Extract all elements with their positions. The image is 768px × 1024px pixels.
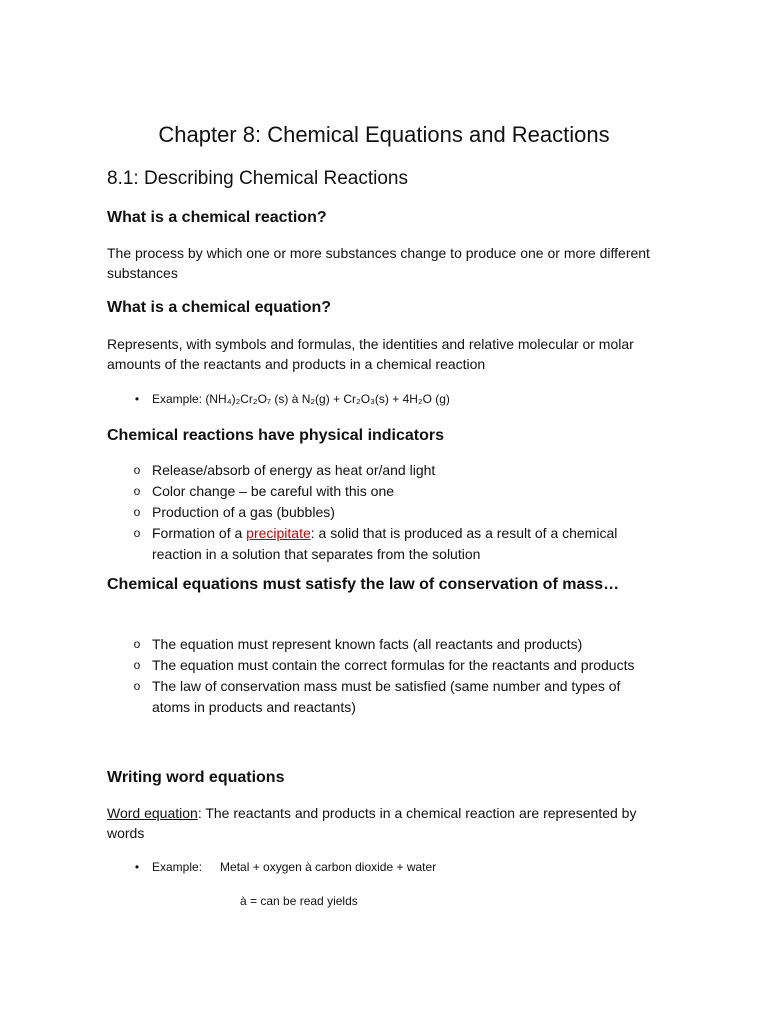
section-heading: 8.1: Describing Chemical Reactions: [107, 168, 408, 189]
list-item: [130, 523, 660, 565]
list-item: [130, 857, 660, 878]
list-item: [130, 502, 660, 523]
bullet-disc-icon: •: [134, 392, 140, 406]
bullet-disc-icon: •: [134, 860, 140, 874]
heading-chemical-reaction: What is a chemical reaction?: [107, 209, 327, 226]
definition-chemical-reaction: The process by which one or more substances change to produce one or more different substances: [107, 245, 650, 281]
bullet-circle-icon: o: [133, 484, 141, 498]
heading-chemical-equation: What is a chemical equation?: [107, 299, 332, 316]
example-label: Example:: [152, 392, 203, 406]
indicators-list: [130, 460, 660, 565]
bullet-circle-icon: o: [133, 658, 141, 672]
list-item: [130, 634, 660, 655]
list-item-text: The equation must contain the correct formulas for the reactants and products: [152, 657, 635, 673]
list-item-text: Release/absorb of energy as heat or/and light: [152, 462, 436, 478]
word-equation-definition: : The reactants and products in a chemical reaction are represented by words: [107, 805, 637, 841]
list-item-text: : a solid that is produced as a result of a chemical reaction in a solution that separates from the solution: [152, 525, 618, 562]
list-item: [130, 389, 660, 410]
heading-word-equations: Writing word equations: [107, 769, 285, 786]
list-item-text: Color change – be careful with this one: [152, 483, 395, 499]
definition-chemical-equation: Represents, with symbols and formulas, the identities and relative molecular or molar amounts of the reactants and products in a chemical reaction: [107, 336, 634, 372]
bullet-circle-icon: o: [133, 463, 141, 477]
yields-note: à = can be read yields: [240, 894, 358, 908]
list-item: [130, 460, 660, 481]
example-equation: (NH₄)₂Cr₂O₇ (s) à N₂(g) + Cr₂O₃(s) + 4H₂O (g): [205, 392, 450, 406]
bullet-circle-icon: o: [133, 637, 141, 651]
bullet-circle-icon: o: [133, 505, 141, 519]
list-item-text: The law of conservation mass must be satisfied (same number and types of atoms in products and reactants): [152, 678, 621, 715]
list-item: [130, 676, 660, 718]
heading-conservation-of-mass: Chemical equations must satisfy the law of conservation of mass…: [107, 576, 620, 593]
list-item-text: Production of a gas (bubbles): [152, 504, 335, 520]
definition-word-equation: [107, 803, 667, 843]
equation-example-list: [130, 389, 660, 410]
list-item-text: Formation of a: [152, 525, 247, 541]
list-item-text: The equation must represent known facts (all reactants and products): [152, 636, 583, 652]
example-word-equation: Metal + oxygen à carbon dioxide + water: [220, 860, 437, 874]
bullet-circle-icon: o: [133, 526, 141, 540]
heading-physical-indicators: Chemical reactions have physical indicators: [107, 427, 445, 444]
conservation-list: [130, 634, 660, 718]
chapter-title: Chapter 8: Chemical Equations and Reactions: [158, 122, 610, 147]
precipitate-link[interactable]: precipitate: [246, 525, 311, 541]
list-item: [130, 481, 660, 502]
list-item: [130, 655, 660, 676]
word-equation-term: Word equation: [107, 805, 198, 821]
bullet-circle-icon: o: [133, 679, 141, 693]
word-example-list: [130, 857, 660, 878]
example-label: Example:: [152, 860, 203, 874]
